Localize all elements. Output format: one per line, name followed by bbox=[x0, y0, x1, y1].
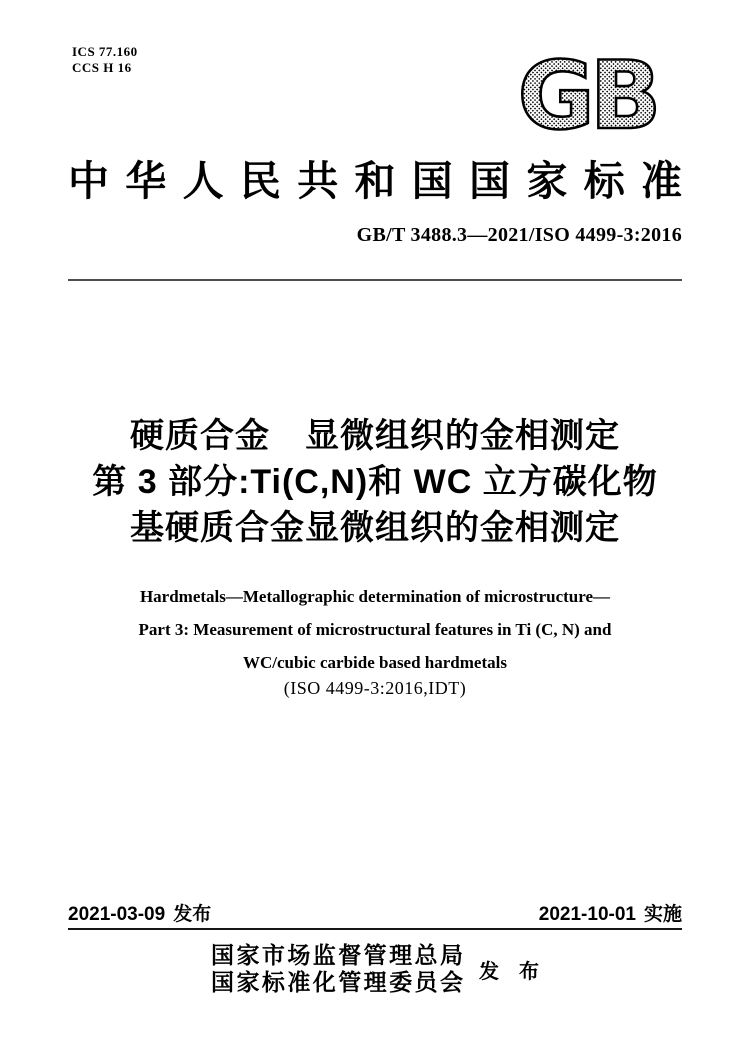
publish-label: 发 布 bbox=[479, 960, 539, 983]
bottom-divider bbox=[68, 928, 682, 930]
title-cn-line3: 基硬质合金显微组织的金相测定 bbox=[130, 509, 620, 547]
issuer-name-2: 国家标准化管理委员会 bbox=[211, 970, 463, 995]
date-row bbox=[68, 899, 682, 926]
title-en-line1: Hardmetals—Metallographic determination of microstructure— bbox=[139, 587, 611, 606]
issuer-name-1: 国家市场监督管理总局 bbox=[211, 943, 463, 968]
ccs-code: CCS H 16 bbox=[72, 60, 132, 75]
issue-date-value: 2021-03-09 bbox=[68, 904, 166, 925]
title-en-line3: WC/cubic carbide based hardmetals bbox=[243, 653, 507, 672]
implementation-date bbox=[539, 899, 682, 926]
implementation-date-value: 2021-10-01 bbox=[538, 904, 636, 925]
top-divider bbox=[68, 279, 682, 281]
issue-date bbox=[68, 899, 211, 926]
standard-number: GB/T 3488.3—2021/ISO 4499-3:2016 bbox=[356, 224, 682, 246]
issue-date-label: 发布 bbox=[173, 904, 212, 925]
title-cn-line1: 硬质合金 显微组织的金相测定 bbox=[130, 417, 620, 455]
issuer-block bbox=[0, 942, 750, 996]
national-standard-header: 中华人民共和国国家标准 bbox=[68, 158, 682, 204]
gb-logo-text: GB bbox=[517, 46, 657, 146]
classification-codes bbox=[72, 44, 138, 76]
gb-logo-icon bbox=[482, 46, 692, 146]
title-cn-line2: 第 3 部分:Ti(C,N)和 WC 立方碳化物 bbox=[92, 463, 658, 501]
implementation-date-label: 实施 bbox=[643, 904, 682, 925]
title-english bbox=[0, 580, 750, 679]
title-en-line2: Part 3: Measurement of microstructural features in Ti (C, N) and bbox=[138, 620, 612, 639]
issuer-names bbox=[211, 942, 463, 996]
title-chinese bbox=[0, 413, 750, 551]
iso-adoption-note: (ISO 4499-3:2016,IDT) bbox=[283, 678, 467, 698]
ics-code: ICS 77.160 bbox=[72, 44, 138, 59]
